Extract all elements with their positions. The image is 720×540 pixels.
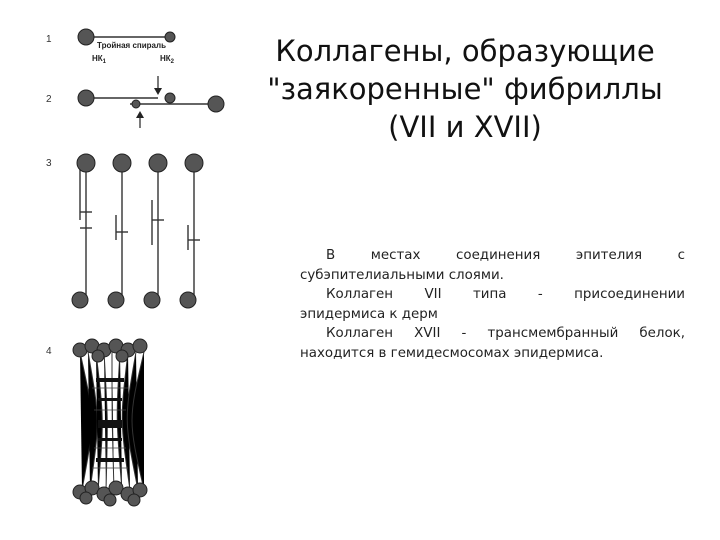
title-line-3: (VII и XVII) <box>388 110 542 144</box>
panel-4-fibril <box>73 339 147 506</box>
panel-number-4: 4 <box>46 346 52 357</box>
paragraph-3-line-2: находится в гемидесмосомах эпидермиса. <box>300 345 604 361</box>
nc2-label: НК <box>160 54 171 63</box>
collagen-anchoring-diagram <box>0 0 270 540</box>
panel-number-3: 3 <box>46 158 52 169</box>
panel-3-nodes <box>72 154 203 308</box>
nc1-subscript: 1 <box>102 59 107 65</box>
paragraph-3-rest: трансмембранный белок, <box>487 326 685 341</box>
panel-2-dimer <box>78 76 224 128</box>
paragraph-3-lead: Коллаген XVII - <box>326 326 467 341</box>
paragraph-1-line-1: В местах соединения эпителия с <box>326 248 685 263</box>
panel-number-1: 1 <box>46 34 52 45</box>
paragraph-2-rest: присоединении <box>574 287 685 302</box>
title-line-2: "заякоренные" фибриллы <box>267 72 663 106</box>
body-text <box>300 246 685 363</box>
paragraph-2-line-2: эпидермиса к дерм <box>300 306 438 322</box>
title-line-1: Коллагены, образующие <box>275 34 655 68</box>
panel-1-molecule <box>78 29 175 65</box>
paragraph-2-line-1 <box>300 285 685 305</box>
paragraph-1-line-2: субэпителиальными слоями. <box>300 267 504 283</box>
panel-3-assembly <box>80 163 200 300</box>
svg-text:НК2 <box>160 54 175 65</box>
paragraph-2-lead: Коллаген VII типа - <box>326 287 543 302</box>
triple-helix-label: Тройная спираль <box>97 41 166 50</box>
nc1-label: НК <box>92 54 103 63</box>
slide-title <box>255 32 675 146</box>
svg-text:НК1 <box>92 54 107 65</box>
panel-number-2: 2 <box>46 94 52 105</box>
paragraph-3-line-1 <box>300 324 685 344</box>
nc2-subscript: 2 <box>170 59 175 65</box>
